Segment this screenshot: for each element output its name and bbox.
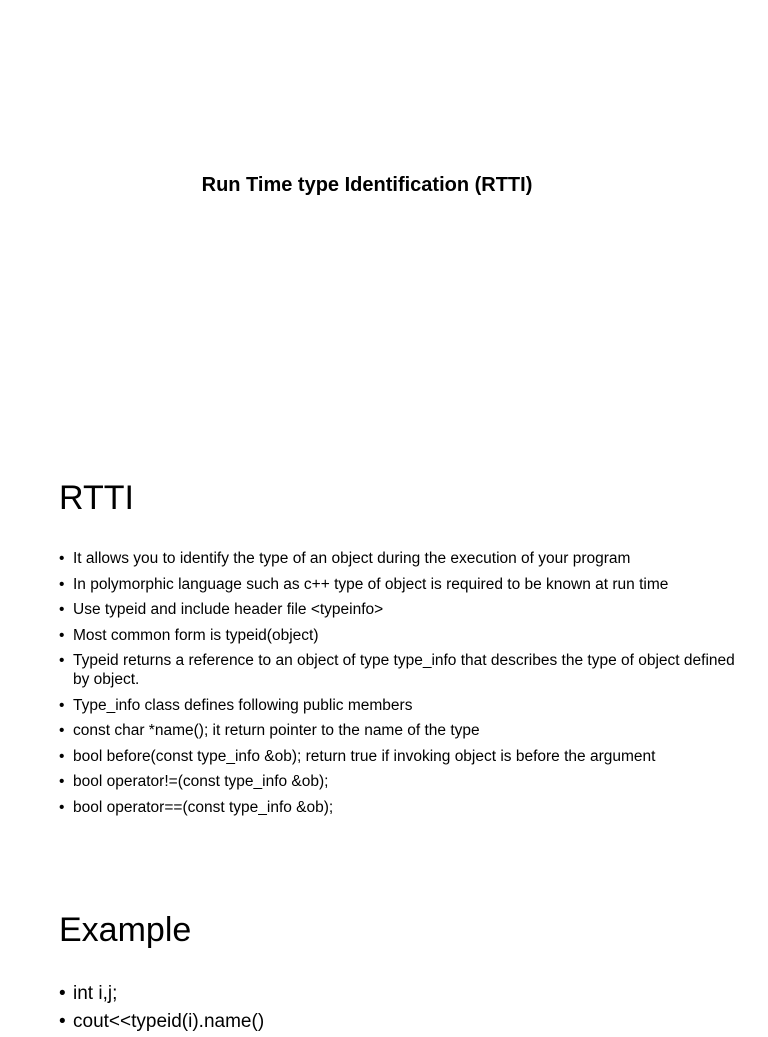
title-slide [0,0,768,300]
list-item: • Most common form is typeid(object) [59,626,739,645]
list-item: • Use typeid and include header file <typeinfo> [59,600,739,619]
list-item: • Typeid returns a reference to an object of type type_info that describes the type of object defined by object. [59,651,739,689]
list-item: • bool operator!=(const type_info &ob); [59,772,739,791]
list-item: • int i,j; [59,981,739,1007]
list-item: • Type_info class defines following public members [59,696,739,715]
slide-heading: Example [59,911,192,949]
rtti-slide [0,460,768,880]
slide-title: Run Time type Identification (RTTI) [201,174,533,196]
list-item: • bool operator==(const type_info &ob); [59,798,739,817]
list-item: • bool before(const type_info &ob); return true if invoking object is before the argument [59,747,739,766]
example-slide [0,890,768,1032]
list-item: • It allows you to identify the type of an object during the execution of your program [59,549,739,568]
bullet-list [59,981,739,1037]
list-item: • cout<<typeid(i).name() [59,1009,739,1035]
list-item: • In polymorphic language such as c++ type of object is required to be known at run time [59,575,739,594]
bullet-list [59,549,739,823]
slide-heading: RTTI [59,479,134,517]
list-item: • const char *name(); it return pointer to the name of the type [59,721,739,740]
